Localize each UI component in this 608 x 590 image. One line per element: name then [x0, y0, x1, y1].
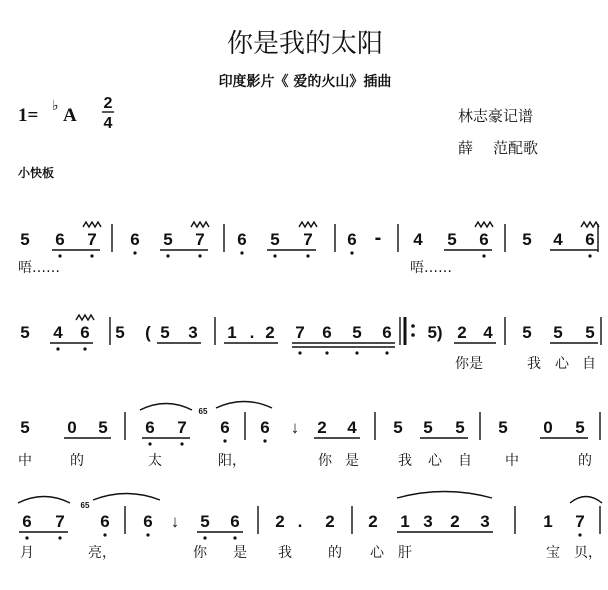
- note: 5: [200, 512, 210, 531]
- note: 7: [177, 418, 187, 437]
- note: 7: [87, 230, 97, 249]
- low-octave-dot: [25, 536, 28, 539]
- ornament-mark: [581, 222, 599, 227]
- note: 6: [220, 418, 230, 437]
- time-signature: [102, 95, 114, 132]
- score-row-4: [18, 492, 602, 562]
- note: 7: [295, 323, 305, 342]
- low-octave-dot: [240, 251, 243, 254]
- note: 5: [498, 418, 508, 437]
- lyric: 的: [328, 545, 342, 561]
- score-rows: [18, 222, 602, 561]
- note: 6: [55, 230, 65, 249]
- note: 5: [522, 323, 532, 342]
- note: 5: [98, 418, 108, 437]
- lyric: 你是: [455, 356, 483, 372]
- note: 5: [423, 418, 433, 437]
- lyric: 你: [318, 453, 332, 469]
- low-octave-dot: [166, 254, 169, 257]
- note: 4: [553, 230, 563, 249]
- repeat-dot: [411, 324, 415, 328]
- grace-note: 65: [80, 501, 90, 510]
- note: 2: [265, 323, 275, 342]
- low-octave-dot: [350, 251, 353, 254]
- lyric: 中: [18, 453, 32, 469]
- key-note: A: [63, 105, 77, 126]
- low-octave-dot: [306, 254, 309, 257]
- note: 4: [53, 323, 63, 342]
- note: 5: [163, 230, 173, 249]
- note: 2: [275, 512, 285, 531]
- note: 0: [67, 418, 77, 437]
- note: 5: [20, 230, 30, 249]
- note: 2: [457, 323, 467, 342]
- note: 5: [455, 418, 465, 437]
- note: 1: [400, 512, 410, 531]
- note: 6: [80, 323, 90, 342]
- lyric: 太: [148, 453, 162, 469]
- note: 2: [317, 418, 327, 437]
- grace-note: 65: [198, 407, 208, 416]
- note: 6: [143, 512, 153, 531]
- low-octave-dot: [148, 442, 151, 445]
- lyricist-credit: 范配歌: [493, 139, 539, 157]
- ornament-mark: [76, 315, 94, 320]
- lyric: 宝: [546, 545, 560, 561]
- note: 6: [347, 230, 357, 249]
- slur-arc: [570, 497, 602, 504]
- note: 3: [480, 512, 490, 531]
- note: 2: [450, 512, 460, 531]
- note: 5: [575, 418, 585, 437]
- note: 5): [427, 323, 443, 342]
- note: 4: [483, 323, 493, 342]
- note: 1: [543, 512, 553, 531]
- key-signature: [18, 98, 77, 126]
- score-row-3: [18, 402, 600, 470]
- lyric: 心: [370, 545, 384, 561]
- note: 5: [553, 323, 563, 342]
- low-octave-dot: [233, 536, 236, 539]
- note: 6: [260, 418, 270, 437]
- note: 5: [522, 230, 532, 249]
- note: 6: [479, 230, 489, 249]
- song-subtitle: 印度影片《 爱的火山》插曲: [218, 74, 392, 90]
- breath-mark: ↓: [170, 512, 180, 531]
- note: 4: [413, 230, 423, 249]
- note: 6: [130, 230, 140, 249]
- note: 6: [585, 230, 595, 249]
- lyric: 自: [582, 356, 596, 372]
- ornament-mark: [299, 222, 317, 227]
- lyric: 心: [555, 356, 569, 372]
- slur-arc: [93, 494, 160, 501]
- lyric: 肝: [398, 545, 412, 561]
- low-octave-dot: [355, 351, 358, 354]
- open-paren: (: [145, 323, 151, 342]
- hold-dash: -: [374, 227, 382, 249]
- note: 7: [303, 230, 313, 249]
- flat-sign: ♭: [52, 98, 59, 114]
- slur-arc: [140, 404, 192, 411]
- slur-arc: [216, 402, 272, 409]
- note: 3: [188, 323, 198, 342]
- note: 5: [270, 230, 280, 249]
- lyric: 心: [428, 453, 442, 469]
- slur-arc: [18, 497, 70, 504]
- lyric: 我: [398, 453, 412, 469]
- lyric: 你: [193, 545, 207, 561]
- low-octave-dot: [578, 533, 581, 536]
- lyric: 是: [345, 453, 359, 469]
- note: 5: [352, 323, 362, 342]
- low-octave-dot: [203, 536, 206, 539]
- note: 5: [160, 323, 170, 342]
- tempo-marking: 小快板: [18, 166, 55, 180]
- note: 7: [195, 230, 205, 249]
- low-octave-dot: [198, 254, 201, 257]
- note: 2: [368, 512, 378, 531]
- note: 0: [543, 418, 553, 437]
- note: 7: [55, 512, 65, 531]
- low-octave-dot: [588, 254, 591, 257]
- song-title: 你是我的太阳: [226, 29, 384, 59]
- ornament-mark: [83, 222, 101, 227]
- ornament-mark: [191, 222, 209, 227]
- note: 5: [115, 323, 125, 342]
- low-octave-dot: [180, 442, 183, 445]
- low-octave-dot: [103, 533, 106, 536]
- lyric: 贝，: [574, 545, 602, 561]
- note: 4: [347, 418, 357, 437]
- score-row-1: [18, 222, 599, 276]
- lyric: 的: [70, 453, 84, 469]
- note: 6: [237, 230, 247, 249]
- time-numerator: 2: [103, 95, 113, 112]
- note: 5: [585, 323, 595, 342]
- low-octave-dot: [58, 254, 61, 257]
- note: 6: [382, 323, 392, 342]
- lyric: 中: [505, 453, 519, 469]
- lyric: 月: [20, 545, 34, 561]
- low-octave-dot: [83, 347, 86, 350]
- note: 5: [20, 323, 30, 342]
- note: 5: [20, 418, 30, 437]
- duration-dot: .: [297, 512, 303, 531]
- lyric: 是: [233, 545, 247, 561]
- low-octave-dot: [90, 254, 93, 257]
- duration-dot: .: [249, 323, 255, 342]
- low-octave-dot: [482, 254, 485, 257]
- note: 6: [230, 512, 240, 531]
- note: 6: [22, 512, 32, 531]
- low-octave-dot: [146, 533, 149, 536]
- slur-arc: [397, 492, 492, 499]
- lyric: 阳，: [218, 453, 246, 469]
- lyric: 唔……: [410, 260, 452, 276]
- lyric: 我: [527, 356, 541, 372]
- breath-mark: ↓: [290, 418, 300, 437]
- note: 6: [145, 418, 155, 437]
- note: 6: [100, 512, 110, 531]
- low-octave-dot: [133, 251, 136, 254]
- low-octave-dot: [385, 351, 388, 354]
- time-denominator: 4: [103, 115, 113, 132]
- low-octave-dot: [298, 351, 301, 354]
- note: 5: [393, 418, 403, 437]
- transcriber-credit: 林志豪记谱: [458, 107, 534, 125]
- lyric: 亮，: [88, 545, 116, 561]
- lyricist-surname: 薛: [458, 139, 474, 157]
- low-octave-dot: [223, 439, 226, 442]
- note: 3: [423, 512, 433, 531]
- lyric: 唔……: [18, 260, 60, 276]
- note: 7: [575, 512, 585, 531]
- low-octave-dot: [273, 254, 276, 257]
- lyric: 自: [458, 453, 472, 469]
- low-octave-dot: [263, 439, 266, 442]
- lyric: 我: [278, 545, 292, 561]
- note: 5: [447, 230, 457, 249]
- low-octave-dot: [56, 347, 59, 350]
- repeat-dot: [411, 333, 415, 337]
- low-octave-dot: [325, 351, 328, 354]
- ornament-mark: [475, 222, 493, 227]
- key-prefix: 1=: [18, 105, 39, 126]
- score-row-2: [20, 315, 601, 372]
- note: 2: [325, 512, 335, 531]
- note: 6: [322, 323, 332, 342]
- lyric: 的: [578, 453, 592, 469]
- low-octave-dot: [58, 536, 61, 539]
- note: 1: [227, 323, 237, 342]
